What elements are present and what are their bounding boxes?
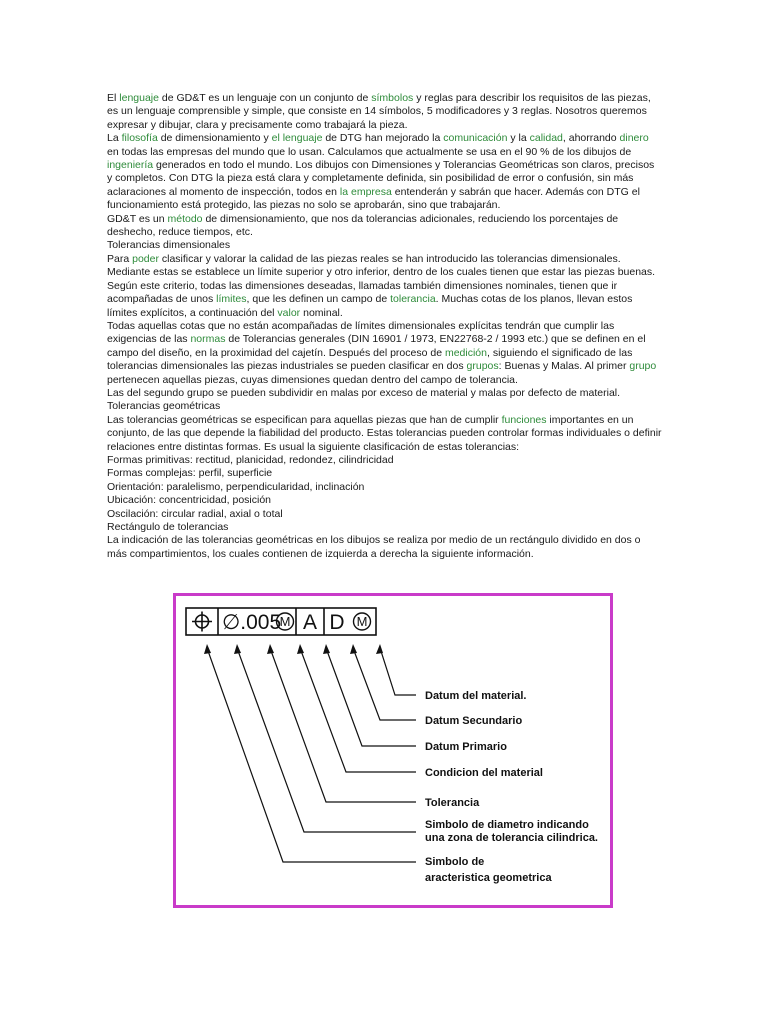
paragraph (107, 132, 662, 212)
label-tolerancia: Tolerancia (425, 797, 480, 809)
text-run: Oscilación: circular radial, axial o total (107, 507, 283, 520)
text-run: de Tolerancias generales (DIN 16901 / 1973, EN22768-2 / 1993 etc.) que se definen en el campo del diseño, en la proximidad del cajetín. Después del proceso de (107, 333, 646, 359)
inline-link[interactable]: el lenguaje (271, 132, 323, 145)
text-run: Ubicación: concentricidad, posición (107, 494, 272, 507)
text-run: Rectángulo de tolerancias (107, 521, 229, 533)
paragraph (107, 414, 662, 454)
tolerance-value: ∅.005 (222, 611, 282, 634)
text-run: Formas primitivas: rectitud, planicidad, redondez, cilindricidad (107, 453, 394, 466)
body-text (107, 92, 662, 561)
paragraph (107, 481, 662, 494)
inline-link[interactable]: poder (132, 252, 159, 265)
text-run: nominal. (300, 306, 343, 319)
text-run: Orientación: paralelismo, perpendicularidad, inclinación (107, 480, 365, 493)
text-run: pertenecen aquellas piezas, cuyas dimensiones quedan dentro del campo de tolerancia. (107, 373, 518, 386)
text-run: Todas aquellas cotas que no están acompañadas de límites dimensionales explícitas tendrán que cumplir las exigencias de las (107, 319, 615, 346)
label-simbolo-caracteristica-1: Simbolo de (425, 856, 485, 868)
feature-control-frame (186, 608, 376, 635)
inline-link[interactable]: medición (444, 346, 487, 359)
text-run: Tolerancias dimensionales (107, 239, 231, 252)
text-run: , que les definen un campo de (246, 293, 391, 306)
inline-link[interactable]: normas (190, 333, 226, 346)
inline-link[interactable]: límites (216, 293, 247, 306)
text-run: de dimensionamiento, que nos da tolerancias adicionales, reduciendo los porcentajes de deshecho, reduce tiempos, etc. (107, 212, 619, 239)
paragraph (107, 400, 662, 413)
inline-link[interactable]: ingeniería (107, 159, 154, 172)
text-run: : Buenas y Malas. Al primer (498, 360, 630, 373)
label-datum-material: Datum del material. (425, 690, 527, 702)
paragraph (107, 92, 662, 132)
label-datum-primario: Datum Primario (425, 741, 507, 753)
paragraph (107, 387, 662, 400)
text-run: , siguiendo el significado de las tolerancias dimensionales las piezas industriales se pueden clasificar en dos (107, 346, 633, 373)
text-run: Las tolerancias geométricas se especifican para aquellas piezas que han de cumplir (107, 413, 502, 426)
label-datum-secundario: Datum Secundario (425, 715, 523, 727)
mmc-modifier-1: M (279, 614, 291, 629)
inline-link[interactable]: filosofía (121, 132, 158, 145)
mmc-modifier-2: M (356, 614, 368, 629)
paragraph (107, 454, 662, 467)
inline-link[interactable]: grupos (466, 360, 499, 373)
inline-link[interactable]: la empresa (339, 185, 392, 198)
text-run: y reglas para describir los requisitos de las piezas, es un lenguaje comprensible y simple, que consiste en 14 símbolos, 5 modificadores y 3 reglas. Nosotros queremos expresar y dibujar, clara y precisamente como trabajará la pieza. (107, 92, 651, 131)
text-run: en todas las empresas del mundo que lo usan. Calculamos que actualmente se usa en el 90 % de los dibujos de (107, 145, 632, 158)
gdt-diagram (176, 596, 610, 905)
label-condicion-material: Condicion del material (425, 767, 543, 779)
text-run: Las del segundo grupo se pueden subdividir en malas por exceso de material y malas por defecto de material. (107, 386, 621, 399)
leader-lines (207, 648, 416, 862)
gdt-diagram-frame (173, 593, 613, 908)
datum-a: A (302, 611, 318, 634)
paragraph (107, 521, 662, 534)
inline-link[interactable]: lenguaje (119, 92, 159, 104)
text-run: La (107, 132, 122, 145)
text-run: El (107, 92, 120, 104)
text-run: . Muchas cotas de los planos, llevan estos límites explícitos, a continuación del (107, 293, 633, 319)
paragraph (107, 239, 662, 252)
inline-link[interactable]: método (167, 212, 203, 225)
text-run: entenderán y sabrán que hacer. Además con DTG el funcionamiento está protegido, las piezas no solo se aprobarán, sino que trabajarán. (107, 185, 640, 212)
text-run: , ahorrando (562, 132, 620, 145)
text-run: Formas complejas: perfil, superficie (107, 467, 273, 480)
inline-link[interactable]: funciones (501, 413, 547, 426)
text-run: de GD&T es un lenguaje con un conjunto de (158, 92, 372, 104)
inline-link[interactable]: tolerancia (390, 293, 436, 306)
paragraph (107, 253, 662, 320)
inline-link[interactable]: dinero (619, 132, 649, 145)
datum-d: D (329, 611, 345, 634)
paragraph (107, 508, 662, 521)
paragraph (107, 494, 662, 507)
text-run: Para (107, 252, 133, 265)
label-simbolo-caracteristica-2: aracteristica geometrica (425, 872, 552, 884)
text-run: Tolerancias geométricas (107, 400, 221, 413)
paragraph (107, 320, 662, 387)
inline-link[interactable]: valor (277, 306, 301, 319)
text-run: La indicación de las tolerancias geométricas en los dibujos se realiza por medio de un rectángulo dividido en dos o más compartimientos, los cuales contienen de izquierda a derecha la siguiente información. (107, 534, 641, 560)
label-simbolo-diametro-1: Simbolo de diametro indicando (425, 819, 589, 831)
label-simbolo-diametro-2: una zona de tolerancia cilindrica. (425, 832, 598, 844)
text-run: clasificar y valorar la calidad de las piezas reales se han introducido las tolerancias dimensionales. Mediante estas se establece un límite superior y otro inferior, dentro de los cuales tienen que estar las piezas buenas. Según este criterio, todas las dimensiones deseadas, llamadas también dimensiones nominales, tienen que ir acompañadas de unos (107, 252, 656, 306)
inline-link[interactable]: grupo (629, 360, 657, 373)
paragraph (107, 467, 662, 480)
text-run: y la (507, 132, 530, 145)
leader-arrowheads (204, 644, 383, 654)
inline-link[interactable]: comunicación (443, 132, 508, 145)
text-run: de DTG han mejorado la (322, 132, 444, 145)
text-run: de dimensionamiento y (157, 132, 272, 145)
paragraph (107, 213, 662, 240)
text-run: generados en todo el mundo. Los dibujos con Dimensiones y Tolerancias Geométricas son claros, precisos y completos. Con DTG la pieza está clara y completamente definida, sin posibilidad de error o confusión, sin más aclaraciones al momento de inspección, todos en (107, 159, 655, 198)
position-symbol-icon (192, 612, 212, 632)
text-run: importantes en un conjunto, de las que depende la fiabilidad del producto. Estas tolerancias pueden controlar formas individuales o definir relaciones entre distintas formas. Es usual la siguiente clasificación de estas tolerancias: (107, 413, 662, 453)
text-run: GD&T es un (107, 212, 168, 225)
paragraph (107, 534, 662, 561)
inline-link[interactable]: calidad (529, 132, 563, 145)
inline-link[interactable]: símbolos (371, 92, 414, 104)
